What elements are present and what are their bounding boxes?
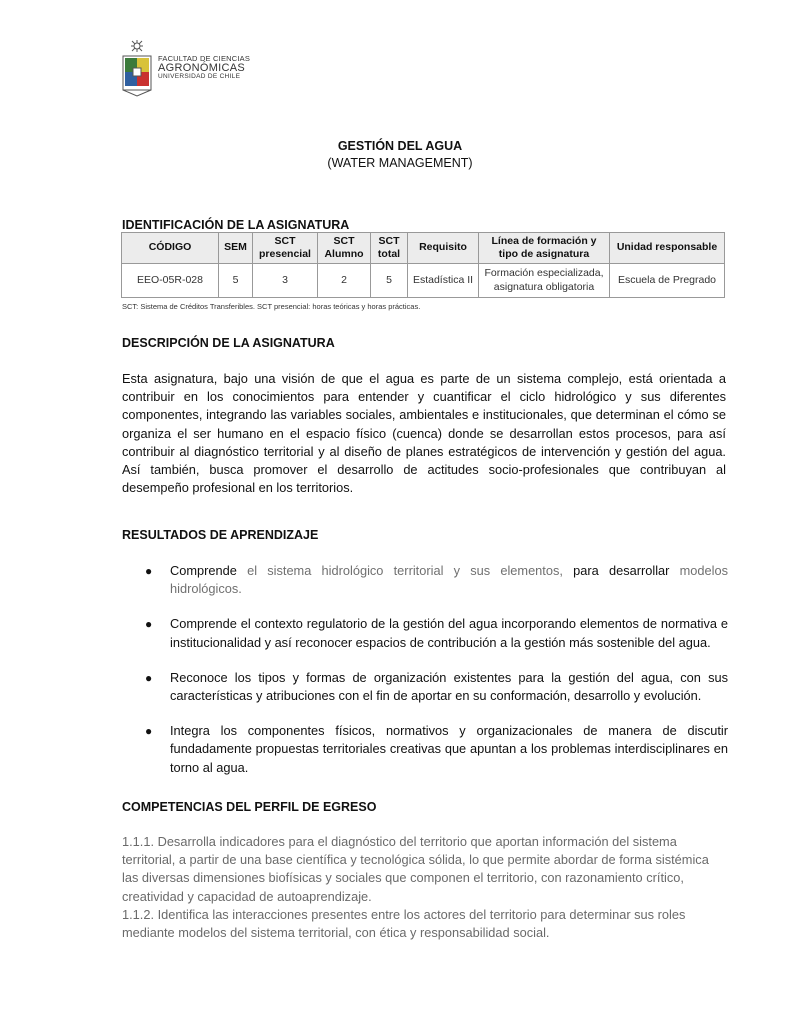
result-3-text: Reconoce los tipos y formas de organización existentes para la gestión del agua, con sus características y atribuciones con el fin de aportar en su conformación, desarrollo y evolución. [170, 669, 728, 704]
bullet-icon: ● [145, 564, 153, 578]
logo-line-3: UNIVERSIDAD DE CHILE [158, 73, 241, 81]
description-text: Esta asignatura, bajo una visión de que el agua es parte de un sistema complejo, está orientada a contribuir en los conocimientos para entender y cuantificar el ciclo hidrológico y sus diferentes componentes, integrando las variables sociales, ambientales e institucionales, que determinan el cómo se organiza el ser humano en el espacio físico (cuenca) donde se desarrollan estos procesos, para así contribuir al diagnóstico territorial y al diseño de planes estratégicos de intervención y gestión del agua. Así también, busca promover el desarrollo de actitudes socio-profesionales que contribuyan al desempeño profesional en los territorios. [122, 371, 726, 496]
results-list [122, 562, 728, 777]
identification-table [121, 232, 725, 298]
result-2-text: Comprende el contexto regulatorio de la gestión del agua incorporando elementos de normativa e institucionalidad y así reconocer espacios de contribución a la gestión más sostenible del agua. [170, 616, 728, 650]
results-heading: RESULTADOS DE APRENDIZAJE [122, 528, 319, 542]
competencies-list [122, 833, 728, 942]
header-sct-alumno: SCT Alumno [318, 233, 371, 264]
table-row [122, 264, 725, 298]
header-unidad-responsable: Unidad responsable [610, 233, 725, 264]
result-1-part4: modelos hidrológicos. [170, 563, 728, 597]
logo-text [158, 55, 250, 81]
bullet-icon: ● [145, 670, 153, 685]
competencies-heading: COMPETENCIAS DEL PERFIL DE EGRESO [122, 800, 377, 814]
cell-sct-presencial: 3 [253, 264, 318, 298]
competency-1: 1.1.1. Desarrolla indicadores para el diagnóstico del territorio que aportan información del sistema territorial, a partir de una base científica y tecnológica sólida, lo que permite abordar de forma sistémica las diversas dimensiones biofísicas y sociales que componen el territorio, con razonamiento crítico, creatividad y capacidad de autoaprendizaje. [122, 834, 709, 904]
cell-unidad-responsable: Escuela de Pregrado [610, 264, 725, 298]
university-crest-icon [120, 38, 154, 98]
cell-sem: 5 [219, 264, 253, 298]
logo-line-1: FACULTAD DE CIENCIAS [158, 53, 251, 63]
course-subtitle: (WATER MANAGEMENT) [327, 156, 473, 170]
course-title: GESTIÓN DEL AGUA [337, 139, 463, 153]
table-header-row [122, 233, 725, 264]
bullet-icon: ● [145, 724, 153, 739]
cell-sct-total: 5 [371, 264, 408, 298]
list-item [122, 562, 728, 598]
result-1-part2: el sistema hidrológico territorial y sus elementos, [236, 563, 574, 578]
result-1-part3: para desarrollar [573, 563, 670, 578]
cell-linea-formacion: Formación especializada, asignatura obligatoria [479, 264, 610, 298]
competency-2: 1.1.2. Identifica las interacciones presentes entre los actores del territorio para determinar sus roles mediante modelos del sistema territorial, con ética y responsabilidad social. [122, 906, 686, 941]
description-heading: DESCRIPCIÓN DE LA ASIGNATURA [122, 336, 335, 350]
header-linea-formacion: Línea de formación y tipo de asignatura [479, 233, 610, 264]
cell-requisito: Estadística II [408, 264, 479, 298]
identification-heading: IDENTIFICACIÓN DE LA ASIGNATURA [122, 218, 350, 232]
faculty-logo [120, 38, 250, 98]
header-sct-total: SCT total [371, 233, 408, 264]
cell-codigo: EEO-05R-028 [122, 264, 219, 298]
sct-footnote: SCT: Sistema de Créditos Transferibles. SCT presencial: horas teóricas y horas prácticas. [122, 302, 421, 311]
result-4-text: Integra los componentes físicos, normativos y organizacionales de manera de discutir fundadamente propuestas territoriales creativas que apuntan a los problemas interdisciplinares en torno al agua. [170, 723, 728, 775]
header-codigo: CÓDIGO [122, 233, 219, 264]
list-item [122, 722, 728, 777]
list-item [122, 669, 728, 705]
header-requisito: Requisito [408, 233, 479, 264]
bullet-icon: ● [145, 617, 153, 632]
header-sct-presencial: SCT presencial [253, 233, 318, 264]
logo-line-2: AGRONÓMICAS [158, 61, 246, 74]
header-sem: SEM [219, 233, 253, 264]
cell-sct-alumno: 2 [318, 264, 371, 298]
list-item [122, 615, 728, 651]
result-1-part1: Comprende [170, 563, 237, 578]
